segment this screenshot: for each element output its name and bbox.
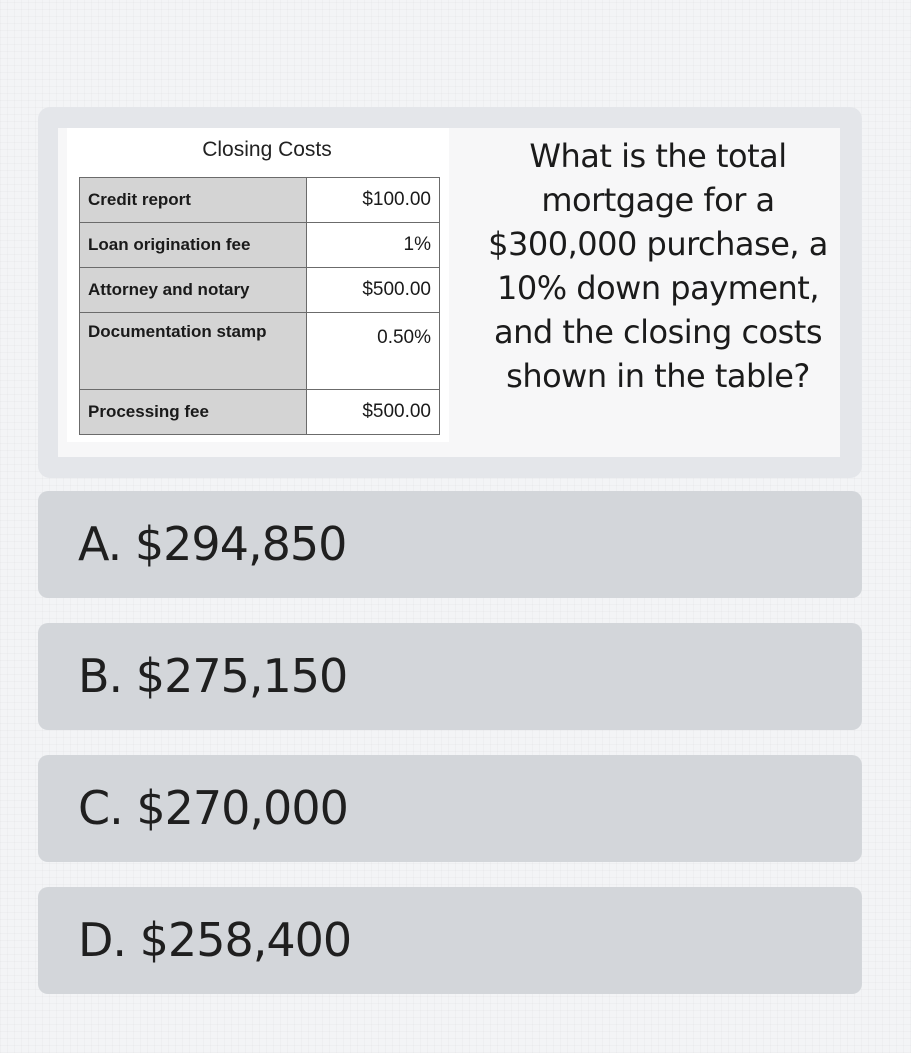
table-row <box>80 313 440 390</box>
answer-label: B. $275,150 <box>78 649 348 703</box>
answer-option-b[interactable] <box>38 623 862 730</box>
answer-label: A. $294,850 <box>78 517 347 571</box>
row-label: Credit report <box>80 178 307 223</box>
table-row <box>80 268 440 313</box>
row-value: 1% <box>307 223 440 268</box>
row-label: Attorney and notary <box>80 268 307 313</box>
row-value: $500.00 <box>307 390 440 435</box>
table-row <box>80 223 440 268</box>
row-value: 0.50% <box>307 313 440 390</box>
question-text: What is the total mortgage for a $300,000 purchase, a 10% down payment, and the closing costs shown in the table? <box>488 137 828 395</box>
answer-option-a[interactable] <box>38 491 862 598</box>
answer-option-c[interactable] <box>38 755 862 862</box>
answer-label: C. $270,000 <box>78 781 348 835</box>
answer-label: D. $258,400 <box>78 913 352 967</box>
closing-costs-table <box>79 177 440 435</box>
row-value: $100.00 <box>307 178 440 223</box>
row-label: Processing fee <box>80 390 307 435</box>
answer-option-d[interactable] <box>38 887 862 994</box>
row-label: Documentation stamp <box>80 313 307 390</box>
question-card <box>38 107 862 478</box>
table-row <box>80 390 440 435</box>
closing-costs-table-image <box>67 128 449 442</box>
table-title: Closing Costs <box>202 138 332 161</box>
row-label: Loan origination fee <box>80 223 307 268</box>
table-row <box>80 178 440 223</box>
question-content <box>58 128 840 457</box>
row-value: $500.00 <box>307 268 440 313</box>
